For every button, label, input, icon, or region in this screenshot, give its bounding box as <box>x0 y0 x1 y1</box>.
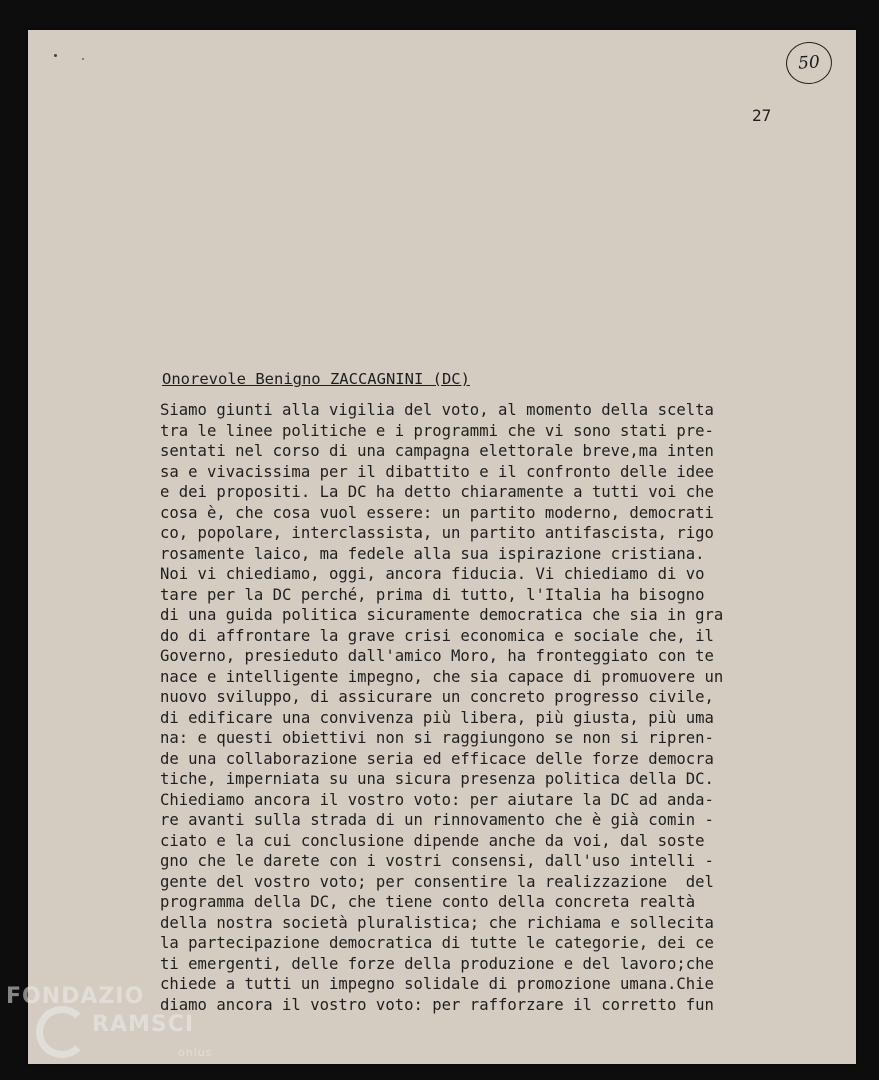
text-line: di una guida politica sicuramente democratica che sia in gra <box>160 606 724 624</box>
text-line: de una collaborazione seria ed efficace delle forze democra <box>160 749 714 768</box>
text-line: tare per la DC perché, prima di tutto, l'Italia ha bisogno <box>160 585 705 604</box>
text-line: na: e questi obiettivi non si raggiungono se non si ripren- <box>160 729 714 747</box>
paper-speck <box>82 58 84 60</box>
text-line: nuovo sviluppo, di assicurare un concreto progresso civile, <box>160 688 714 706</box>
watermark-line-1: FONDAZIO <box>6 984 145 1009</box>
text-line: nace e intelligente impegno, che sia capace di promuovere un <box>160 667 724 686</box>
text-line: la partecipazione democratica di tutte le categorie, dei ce <box>160 934 714 952</box>
text-line: Chiediamo ancora il vostro voto: per aiutare la DC ad anda- <box>160 790 714 809</box>
text-line: diamo ancora il vostro voto: per rafforzare il corretto fun <box>160 995 714 1014</box>
text-line: e dei propositi. La DC ha detto chiaramente a tutti voi che <box>160 483 714 501</box>
text-line: Governo, presieduto dall'amico Moro, ha fronteggiato con te <box>160 647 714 665</box>
text-line: sentati nel corso di una campagna elettorale breve,ma inten <box>160 442 714 460</box>
text-line: della nostra società pluralistica; che richiama e sollecita <box>160 913 714 932</box>
speaker-heading: Onorevole Benigno ZACCAGNINI (DC) <box>162 370 470 388</box>
text-line: gno che le darete con i vostri consensi, dall'uso intelli - <box>160 852 714 870</box>
text-line: chiede a tutti un impegno solidale di promozione umana.Chie <box>160 975 714 993</box>
speech-text <box>160 400 820 1015</box>
text-line: re avanti sulla strada di un rinnovamento che è già comin - <box>160 811 714 829</box>
handwritten-page-number: 50 <box>785 40 834 85</box>
text-line: cosa è, che cosa vuol essere: un partito moderno, democrati <box>160 503 714 522</box>
watermark-line-3: onlus <box>178 1046 213 1059</box>
page-number: 27 <box>752 106 772 125</box>
text-line: co, popolare, interclassista, un partito antifascista, rigo <box>160 524 714 542</box>
text-line: do di affrontare la grave crisi economica e sociale che, il <box>160 626 714 645</box>
text-line: ti emergenti, delle forze della produzione e del lavoro;che <box>160 954 714 973</box>
watermark-line-2: RAMSCI <box>92 1012 195 1037</box>
text-line: tra le linee politiche e i programmi che vi sono stati pre- <box>160 421 714 440</box>
text-line: Siamo giunti alla vigilia del voto, al momento della scelta <box>160 401 714 419</box>
text-line: sa e vivacissima per il dibattito e il confronto delle idee <box>160 462 714 481</box>
text-line: ciato e la cui conclusione dipende anche da voi, dal soste <box>160 831 705 850</box>
text-line: tiche, imperniata su una sicura presenza politica della DC. <box>160 770 714 788</box>
watermark-logo-icon <box>36 1006 88 1058</box>
paper-speck <box>54 54 57 57</box>
text-line: programma della DC, che tiene conto della concreta realtà <box>160 893 696 911</box>
text-line: di edificare una convivenza più libera, più giusta, più uma <box>160 708 714 727</box>
text-line: gente del vostro voto; per consentire la realizzazione del <box>160 872 714 891</box>
text-line: Noi vi chiediamo, oggi, ancora fiducia. Vi chiediamo di vo <box>160 565 705 583</box>
document-page <box>28 30 856 1064</box>
text-line: rosamente laico, ma fedele alla sua ispirazione cristiana. <box>160 544 705 563</box>
